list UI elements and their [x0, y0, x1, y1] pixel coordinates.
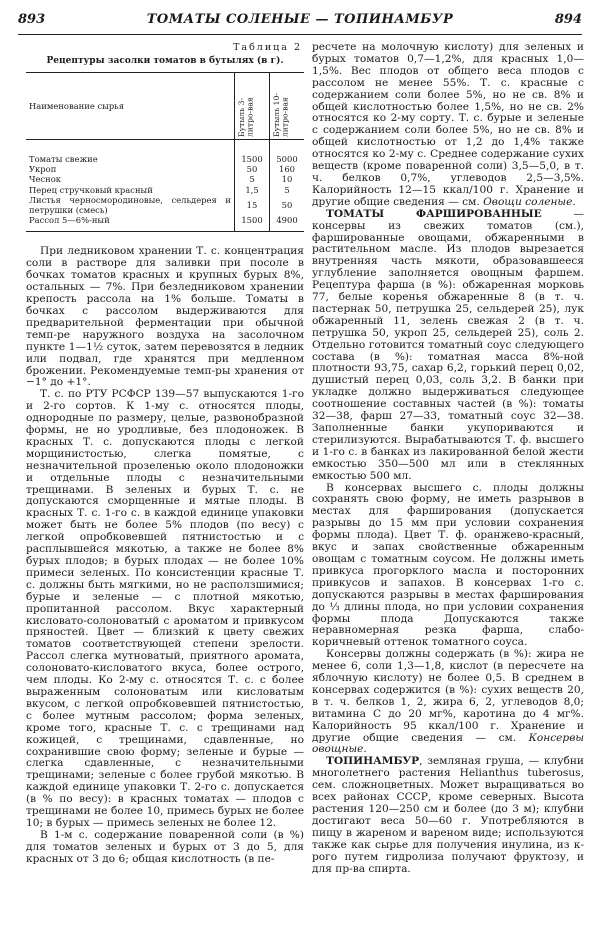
paragraph: Т. с. по РТУ РСФСР 139—57 выпускаются 1-го и 2-го сортов. К 1-му с. относятся плоды, однородные по размеру, целые, развонобразной формы, не но уродливые, без плодоножек. В красных Т. с. допускаются плоды с легкой морщинистостью, слегка помятые, с незначительной прозеленью около плодоножки и отдельные плоды с незначительными трещинами. В зеленых и бурых Т. с. не допускаются сморщенные и мятые плоды. В красных Т. с. 1-го с. в каждой единице упаковки может быть не более 5% плодов (по весу) с легкой опробковевшей пятнистостью и с расплывшейся мякотью, а также не более 8% бурых плодов; в бурых плодах — не более 10% примеси зеленых. По консистенции красные Т. с. должны быть мягкими, но не расползшимися; бурые и зеленые — с плотной мякотью, пропитанной рассолом. Вкус характерный кисловато-солоноватый с ароматом и привкусом пряностей. Цвет — близкий к цвету свежих томатов соответствующей степени зрелости. Рассол слегка мутноватый, приятного аромата, солоновато-кисловатого вкуса, более острого, чем плоды. Ко 2-му с. относятся Т. с. с более выраженным солоноватым или кисловатым вкусом, с легкой опробковевшей пятнистостью, с более мутным рассолом; форма зеленых, кроме того, красные Т. с. с трещинами над кожицей, с трещинами, сдавленные, но сохранившие свою форму; зеленые и бурые — слегка сдавленные, с незначительными трещинами; зеленые с более грубой мякотью. В каждой единице упаковки Т. 2-го с. допускается (в % по весу): в красных томатах — плодов с трещинами не более 10, примесь бурых не более 10; в бурых — примесь зеленых не более 12. — [26, 388, 304, 829]
paragraph: При ледниковом хранении Т. с. концентрация соли в растворе для заливки при посоле в бочках томатов красных и крупных бурых 8%, остальных — 7%. При безледниковом хранении крепость рассола на 1% больше. Томаты в бочках с рассолом выдерживаются для предварительной ферментации при обычной темп-ре наружного воздуха на засолочном пункте 1—1½ суток, затем перевозятся в ледник или подвал, где хранятся при медленном брожении. Рекомендуемые темп-ры хранения от −1° до +1°. — [26, 245, 304, 389]
page-number-left: 893 — [18, 12, 46, 27]
table-caption: Таблица 2 — [233, 42, 302, 53]
table-row: Рассол 5—6%-ный 1500 4900 — [26, 215, 304, 232]
entry-term: ТОМАТЫ ФАРШИРОВАННЫЕ — [326, 207, 542, 220]
table-row: Укроп 50 160 — [26, 164, 304, 174]
page-number-right: 894 — [554, 12, 582, 27]
entry-topinambur: ТОПИНАМБУР, земляная груша, — клубни многолетнего растения Helianthus tuberosus, сем. сложноцветных. Может выращиваться во всех районах СССР, кроме северных. Высота растения 120—250 см и более (до 3 м); клубни достигают веса 50—60 г. Употребляются в пищу в жареном и вареном виде; используются также как сырье для получения инулина, из к-рого путем гидролиза получают фруктозу, и для пр-ва спирта. — [312, 755, 584, 875]
table-header-10l: Бутыль 10-литро-вая — [270, 72, 305, 139]
table-title: Рецептуры засолки томатов в бутылях (в г). — [46, 55, 284, 66]
table-header-3l: Бутыль 3-литро-вая — [235, 72, 270, 139]
entry-tomaty-farshirovannye: ТОМАТЫ ФАРШИРОВАННЫЕ — консервы из свежих томатов (см.), фаршированные овощами, обжаренными в растительном масле. Из плодов вырезается внутренняя часть мякоти, образовавшееся углубление заполняется овощным фаршем. Рецептура фарша (в %): обжаренная морковь 77, белые коренья обжаренные 8 (в т. ч. пастернак 50, петрушка 25, сельдерей 25), лук обжаренный 11, зелень свежая 2 (в т. ч. петрушка 50, укроп 25, сельдерей 25), соль 2. Отдельно готовится томатный соус следующего состава (в %): томатная масса 8%-ной плотности 93,75, сахар 6,2, горький перец 0,02, душистый перец 0,03, соль 3,2. В банки при укладке должно выдерживаться следующее соотношение составных частей (в %): томаты 32—38, фарш 27—33, томатный соус 32—38. Заполненные банки укупориваются и стерилизуются. Вырабатываются Т. ф. высшего и 1-го с. в банках из лакированной белой жести емкостью 350—500 мл или в стеклянных емкостью 500 мл. — [312, 207, 584, 482]
cross-reference: Овощи соленые. — [483, 195, 576, 208]
table-row: Чеснок 5 10 — [26, 174, 304, 184]
entry-term: ТОПИНАМБУР — [326, 755, 420, 768]
paragraph: В 1-м с. содержание поваренной соли (в %) для томатов зеленых и бурых от 3 до 5, для красных от 3 до 6; общая кислотность (в пе- — [26, 828, 304, 865]
running-title: ТОМАТЫ СОЛЕНЫЕ — ТОПИНАМБУР — [146, 12, 454, 27]
table-header-name: Наименование сырья — [26, 72, 235, 139]
recipe-table — [26, 72, 304, 233]
cross-reference: Консервы овощные. — [312, 731, 584, 756]
table-row: Перец стручковый красный 1,5 5 — [26, 185, 304, 195]
table-row: Томаты свежие 1500 5000 — [26, 140, 304, 165]
paragraph: Консервы должны содержать (в %): жира не менее 6, соли 1,3—1,8, кислот (в пересчете на яблочную кислоту) не более 0,5. В среднем в консервах содержится (в %): сухих веществ 20, в т. ч. белков 1, 2, жира 6, 2, углеводов 8,0; витамина С до 20 мг%, каротина до 4 мг%. Калорийность 95 ккал/100 г. Хранение и другие общие сведения — см. Консервы овощные. — [312, 648, 584, 756]
paragraph: ресчете на молочную кислоту) для зеленых и бурых томатов 0,7—1,2%, для красных 1,0—1,5%. Вес плодов от общего веса плодов с рассолом не менее 55%. Т. с. красные с содержанием соли более 5%, но не св. 8% и общей кислотностью более 1,5%, но не св. 2% относятся ко 2-му сорту. Т. с. бурые и зеленые с содержанием соли более 5%, но не св. 8% и общей кислотностью от 1,2 до 1,4% также относятся ко 2-му с. Среднее содержание сухих веществ (кроме поваренной соли) 3,5—5,0, в т. ч. белков 0,7%, углеводов 2,5—3,5%. Калорийность 12—15 ккал/100 г. Хранение и другие общие сведения — см. Овощи соленые. — [312, 41, 584, 208]
left-column — [26, 42, 304, 866]
page-header — [18, 10, 582, 35]
paragraph: В консервах высшего с. плоды должны сохранять свою форму, не иметь разрывов в местах для фарширования (допускается разрывы до 15 мм при условии сохранения формы плода). Цвет Т. ф. оранжево-красный, вкус и запах свойственные обжаренным овощам с томатным соусом. Не должны иметь привкуса прогорклого масла и посторонних привкусов и запахов. В консервах 1-го с. допускаются разрывы в местах фарширования до ⅓ длины плода, но при условии сохранения формы плода Допускаются также неравномерная резка фарша, слабо-коричневый оттенок томатного соуса. — [312, 481, 584, 649]
right-column — [312, 42, 584, 875]
table-row: Листья черносмородиновые, сельдерея и петрушки (смесь) 15 50 — [26, 195, 304, 215]
